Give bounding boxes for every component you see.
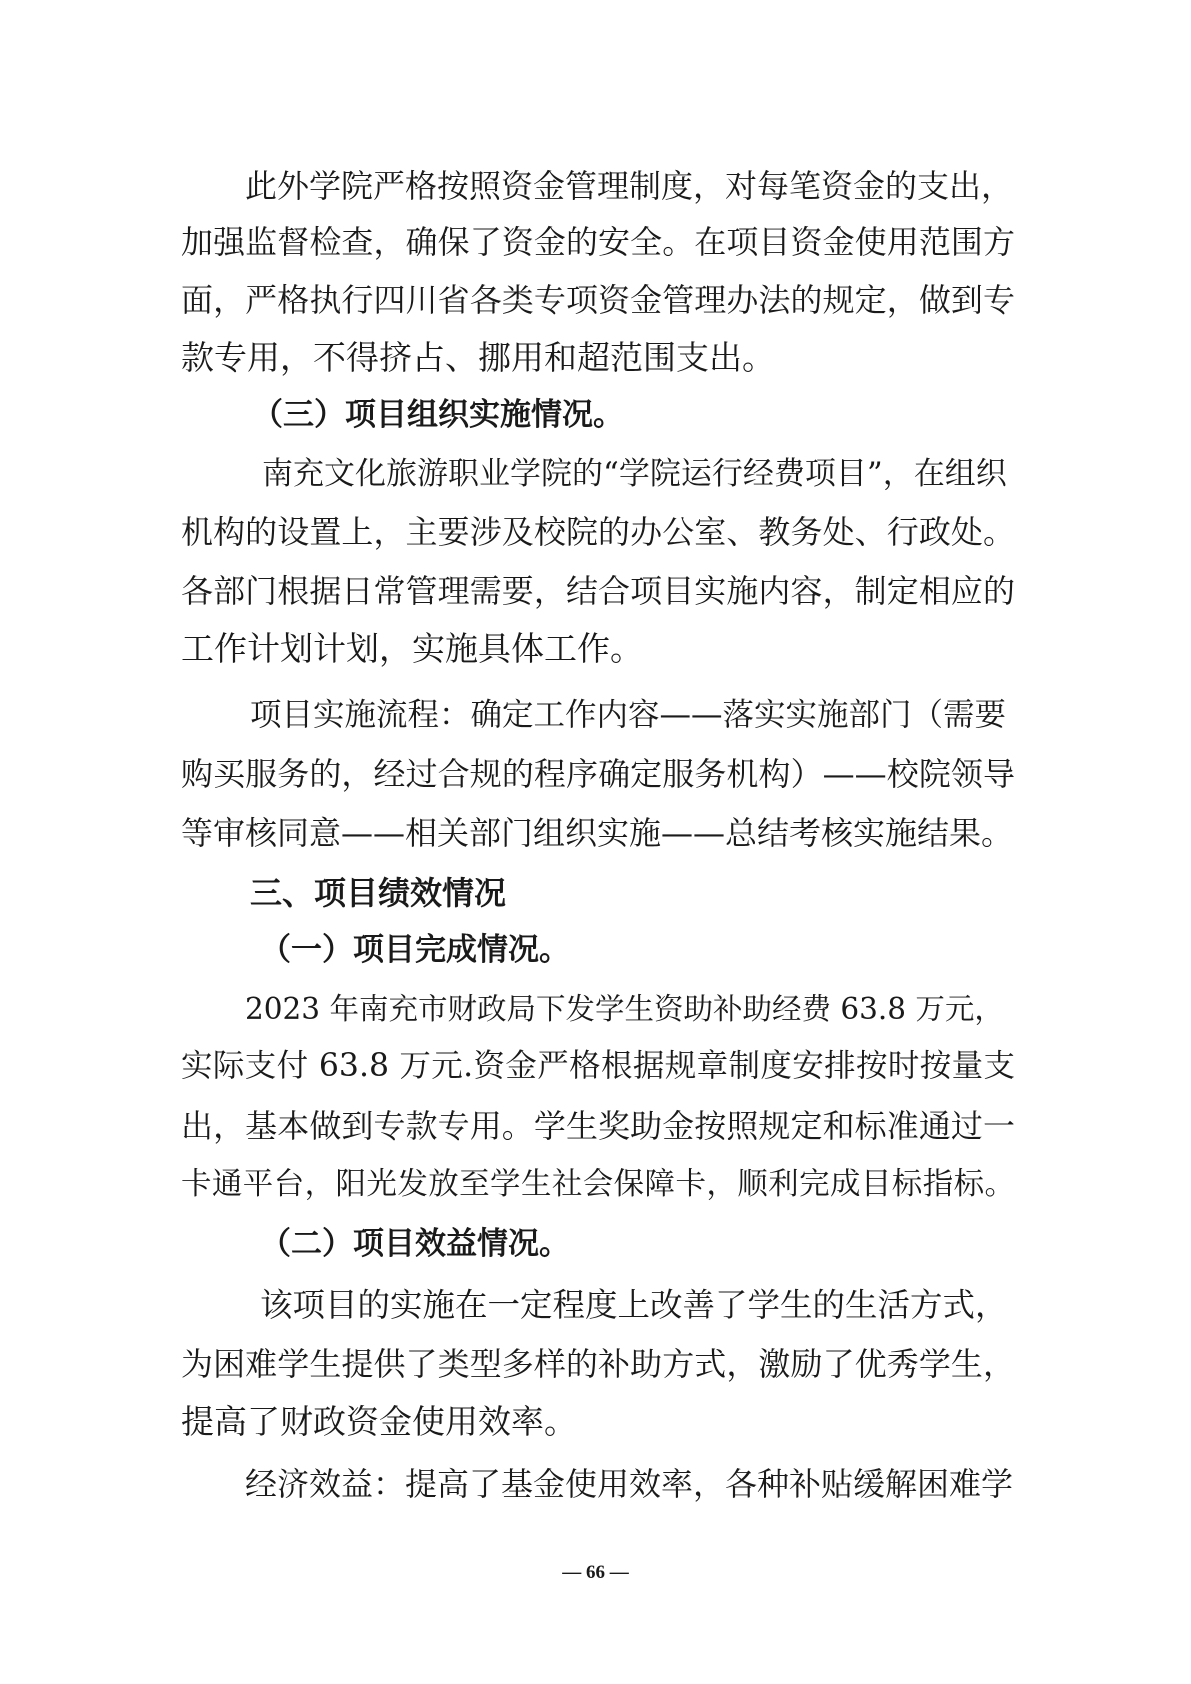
section-heading: （三）项目组织实施情况。: [252, 397, 624, 433]
section-heading: （二）项目效益情况。: [260, 1226, 570, 1262]
page-number: — 66 —: [562, 1562, 629, 1583]
paragraph-line: 款专用，不得挤占、挪用和超范围支出。: [181, 338, 775, 377]
paragraph-line: 工作计划计划，实施具体工作。: [181, 629, 643, 668]
paragraph-line: 加强监督检查，确保了资金的安全。在项目资金使用范围方: [181, 223, 1015, 261]
paragraph-line: 此外学院严格按照资金管理制度，对每笔资金的支出，: [245, 167, 1014, 205]
paragraph-line: 实际支付 63.8 万元.资金严格根据规章制度安排按时按量支: [181, 1048, 1015, 1084]
paragraph-line: 机构的设置上，主要涉及校院的办公室、教务处、行政处。: [181, 513, 1015, 551]
paragraph-line: 为困难学生提供了类型多样的补助方式，激励了优秀学生，: [181, 1345, 1015, 1383]
section-heading: （一）项目完成情况。: [260, 932, 570, 968]
paragraph-line: 项目实施流程：确定工作内容——落实实施部门（需要: [250, 697, 1007, 733]
paragraph-line: 经济效益：提高了基金使用效率，各种补贴缓解困难学: [245, 1465, 1014, 1503]
paragraph-line: 提高了财政资金使用效率。: [181, 1402, 577, 1441]
paragraph-line: 购买服务的，经过合规的程序确定服务机构）——校院领导: [181, 755, 1015, 793]
paragraph-line: 出，基本做到专款专用。学生奖助金按照规定和标准通过一: [181, 1107, 1015, 1145]
paragraph-line: 面，严格执行四川省各类专项资金管理办法的规定，做到专: [181, 281, 1015, 319]
paragraph-line: 各部门根据日常管理需要，结合项目实施内容，制定相应的: [181, 572, 1015, 610]
paragraph-line: 该项目的实施在一定程度上改善了学生的生活方式，: [260, 1286, 1008, 1324]
chapter-heading: 三、项目绩效情况: [250, 874, 507, 912]
paragraph-line: 卡通平台，阳光发放至学生社会保障卡，顺利完成目标指标。: [181, 1167, 1015, 1202]
paragraph-line: 2023 年南充市财政局下发学生资助补助经费 63.8 万元，: [245, 992, 1004, 1026]
paragraph-line: 南充文化旅游职业学院的“学院运行经费项目”，在组织: [262, 456, 1007, 492]
paragraph-line: 等审核同意——相关部门组织实施——总结考核实施结果。: [181, 814, 1014, 852]
